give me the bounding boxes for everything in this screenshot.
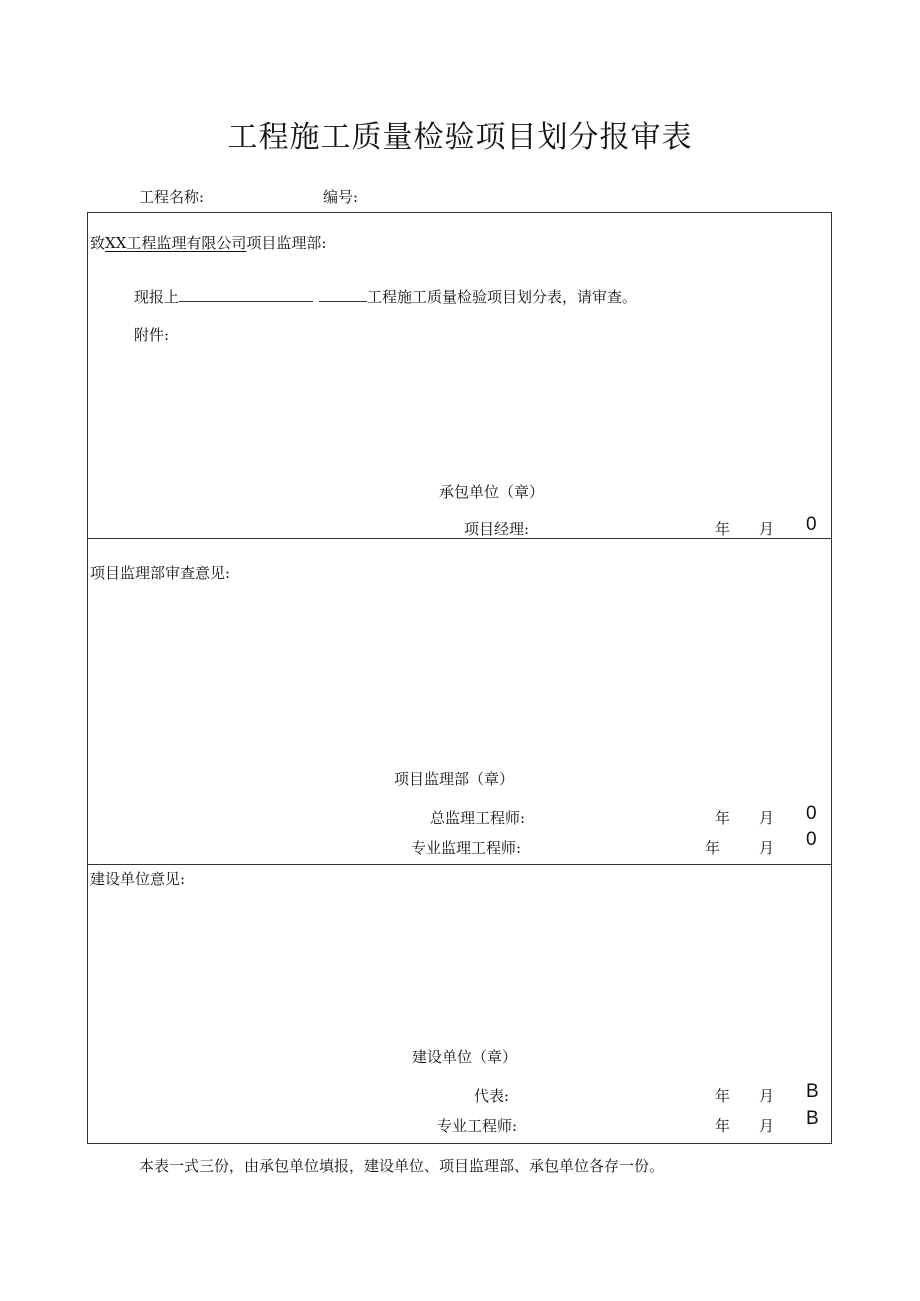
number-label: 编号: (323, 188, 359, 206)
contractor-stamp-label: 承包单位（章） (439, 483, 545, 501)
day-mark: B (806, 1108, 819, 1129)
year-label: 年 (715, 520, 731, 538)
project-blank-2 (319, 287, 367, 302)
report-prefix: 现报上 (134, 288, 180, 306)
section-divider-2 (87, 864, 832, 865)
form-table (87, 212, 832, 1144)
project-name-label: 工程名称: (139, 188, 205, 206)
report-suffix: 工程施工质量检验项目划分表，请审查。 (367, 288, 638, 306)
year-label: 年 (705, 839, 721, 857)
year-label: 年 (715, 1087, 731, 1105)
supervision-opinion-heading: 项目监理部审查意见: (90, 564, 231, 582)
day-mark: 0 (806, 803, 817, 824)
day-mark: B (806, 1081, 819, 1102)
addressee-prefix: 致 (90, 234, 106, 252)
month-label: 月 (759, 809, 775, 827)
form-title: 工程施工质量检验项目划分报审表 (227, 120, 693, 155)
addressee-suffix: 项目监理部: (246, 234, 327, 252)
month-label: 月 (759, 1117, 775, 1135)
year-label: 年 (715, 1117, 731, 1135)
day-mark: 0 (806, 514, 817, 535)
footer-note: 本表一式三份，由承包单位填报，建设单位、项目监理部、承包单位各存一份。 (139, 1157, 665, 1175)
owner-opinion-heading: 建设单位意见: (90, 870, 186, 888)
representative-label: 代表: (474, 1087, 510, 1105)
addressee-line (90, 232, 326, 253)
supervisor-company: XX工程监理有限公司 (105, 234, 247, 252)
supervision-stamp-label: 项目监理部（章） (394, 770, 515, 788)
professional-engineer-label: 专业工程师: (437, 1117, 518, 1135)
month-label: 月 (759, 520, 775, 538)
owner-stamp-label: 建设单位（章） (412, 1048, 518, 1066)
chief-engineer-label: 总监理工程师: (430, 809, 526, 827)
report-line (134, 286, 637, 307)
day-mark: 0 (806, 829, 817, 850)
month-label: 月 (759, 839, 775, 857)
project-blank (179, 287, 313, 302)
attachment-label: 附件: (134, 326, 170, 344)
year-label: 年 (715, 809, 731, 827)
specialist-engineer-label: 专业监理工程师: (411, 839, 522, 857)
month-label: 月 (759, 1087, 775, 1105)
project-manager-label: 项目经理: (464, 520, 530, 538)
